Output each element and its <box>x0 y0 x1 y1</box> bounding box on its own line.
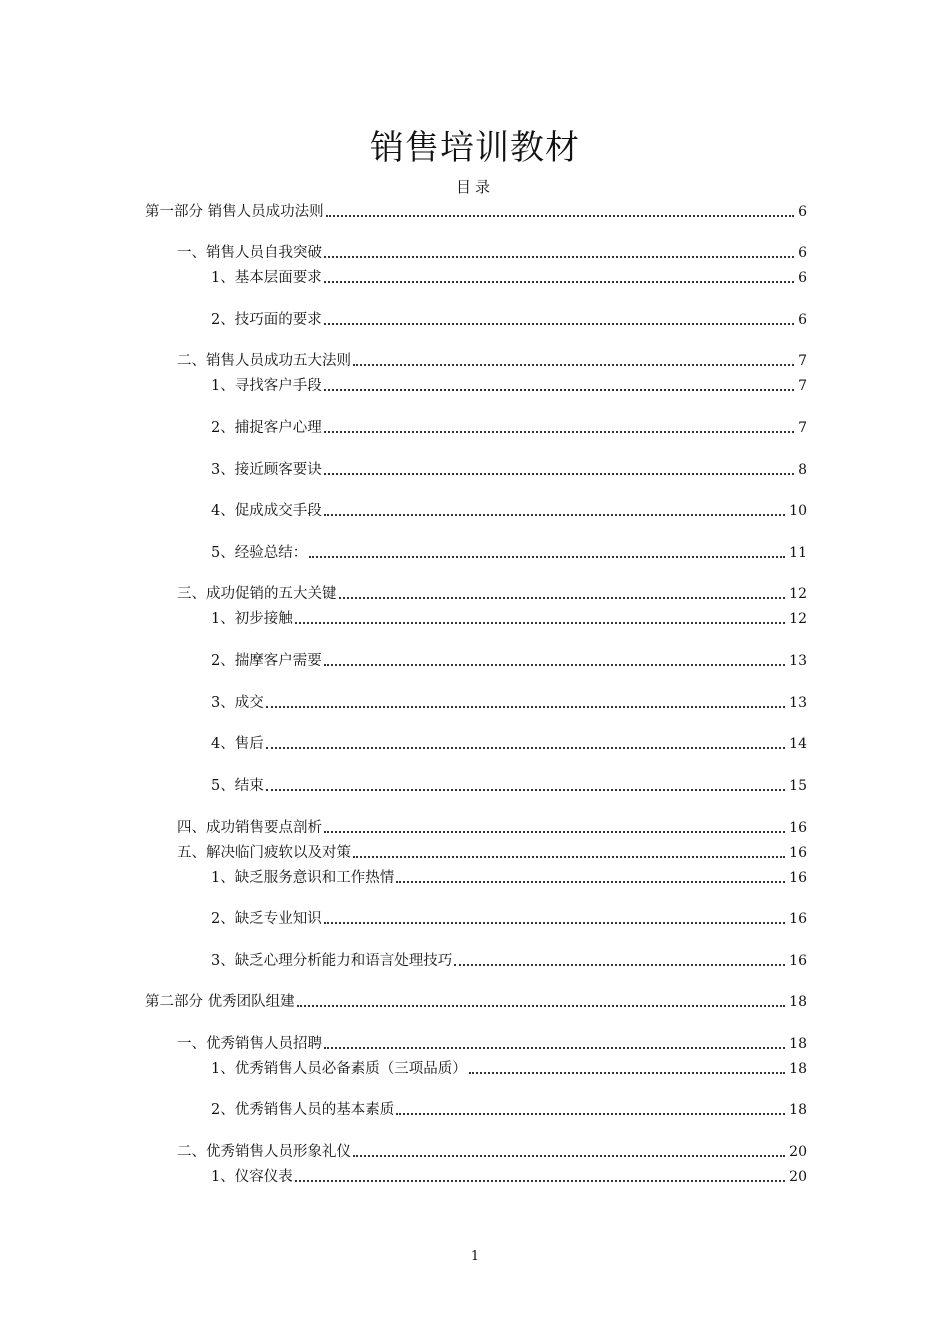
toc-entry-page: 15 <box>789 778 807 794</box>
toc-dot-leader <box>266 747 785 749</box>
toc-entry-page: 6 <box>798 270 807 286</box>
page-number: 1 <box>470 1249 480 1264</box>
toc-entry[interactable] <box>211 418 807 438</box>
toc-entry[interactable] <box>211 376 807 396</box>
toc-entry-page: 12 <box>789 611 807 627</box>
toc-dot-leader <box>324 1047 785 1049</box>
toc-entry-page: 6 <box>798 312 807 328</box>
toc-entry-title: 2、捕捉客户心理 <box>211 420 322 436</box>
toc-entry-page: 6 <box>798 245 807 261</box>
toc-entry-title: 三、成功促销的五大关键 <box>177 586 337 602</box>
toc-entry[interactable] <box>211 734 807 754</box>
toc-entry[interactable] <box>177 243 807 263</box>
toc-entry-page: 20 <box>789 1144 807 1160</box>
toc-entry-title: 2、揣摩客户需要 <box>211 653 322 669</box>
toc-entry[interactable] <box>177 818 807 838</box>
toc-entry-title: 5、经验总结： <box>211 545 308 561</box>
toc-entry[interactable] <box>177 1142 807 1162</box>
toc-dot-leader <box>324 831 785 833</box>
toc-entry-page: 16 <box>789 953 807 969</box>
toc-entry-title: 四、成功销售要点剖析 <box>177 820 322 836</box>
toc-dot-leader <box>297 1005 786 1007</box>
toc-dot-leader <box>396 1113 785 1115</box>
toc-entry-page: 18 <box>789 994 807 1010</box>
toc-dot-leader <box>324 922 785 924</box>
toc-entry-page: 13 <box>789 653 807 669</box>
toc-dot-leader <box>324 664 785 666</box>
toc-entry-title: 第二部分 优秀团队组建 <box>145 994 295 1010</box>
toc-entry-title: 5、结束 <box>211 778 264 794</box>
toc-dot-leader <box>353 1155 785 1157</box>
toc-entry-page: 12 <box>789 586 807 602</box>
toc-entry-page: 7 <box>798 420 807 436</box>
toc-entry[interactable] <box>177 351 807 371</box>
toc-dot-leader <box>324 514 785 516</box>
toc-dot-leader <box>295 622 785 624</box>
toc-entry-page: 7 <box>798 353 807 369</box>
toc-entry-title: 二、优秀销售人员形象礼仪 <box>177 1144 351 1160</box>
toc-entry-title: 2、优秀销售人员的基本素质 <box>211 1102 395 1118</box>
toc-entry-page: 18 <box>789 1036 807 1052</box>
toc-entry[interactable] <box>211 1167 807 1187</box>
toc-entry[interactable] <box>211 951 807 971</box>
toc-entry-title: 二、销售人员成功五大法则 <box>177 353 351 369</box>
toc-entry-title: 3、成交 <box>211 695 264 711</box>
toc-dot-leader <box>295 1180 785 1182</box>
toc-entry[interactable] <box>177 843 807 863</box>
toc-entry[interactable] <box>211 310 807 330</box>
toc-entry[interactable] <box>211 909 807 929</box>
toc-entry-page: 7 <box>798 378 807 394</box>
toc-entry[interactable] <box>211 868 807 888</box>
toc-entry-page: 16 <box>789 820 807 836</box>
toc-entry-title: 2、技巧面的要求 <box>211 312 322 328</box>
toc-dot-leader <box>454 964 785 966</box>
toc-entry-page: 16 <box>789 845 807 861</box>
toc-entry[interactable] <box>211 268 807 288</box>
toc-entry-page: 18 <box>789 1102 807 1118</box>
toc-entry[interactable] <box>211 1059 807 1079</box>
toc-entry-page: 10 <box>789 503 807 519</box>
toc-entry-page: 11 <box>789 545 807 561</box>
toc-dot-leader <box>266 789 785 791</box>
toc-dot-leader <box>266 706 785 708</box>
toc-entry-title: 4、促成成交手段 <box>211 503 322 519</box>
toc-entry-page: 16 <box>789 911 807 927</box>
toc-entry-page: 13 <box>789 695 807 711</box>
toc-entry-title: 1、仪容仪表 <box>211 1169 293 1185</box>
toc-dot-leader <box>324 281 794 283</box>
toc-entry-title: 一、销售人员自我突破 <box>177 245 322 261</box>
toc-entry[interactable] <box>145 202 807 222</box>
toc-entry-title: 4、售后 <box>211 736 264 752</box>
toc-dot-leader <box>353 856 785 858</box>
toc-entry-title: 第一部分 销售人员成功法则 <box>145 204 324 220</box>
toc-entry[interactable] <box>211 1100 807 1120</box>
toc-entry[interactable] <box>211 651 807 671</box>
toc-dot-leader <box>324 389 794 391</box>
toc-dot-leader <box>353 364 794 366</box>
toc-entry[interactable] <box>211 609 807 629</box>
toc-heading: 目录 <box>455 178 494 196</box>
toc-entry-title: 一、优秀销售人员招聘 <box>177 1036 322 1052</box>
toc-entry-page: 6 <box>798 204 807 220</box>
toc-entry[interactable] <box>177 584 807 604</box>
toc-entry-page: 20 <box>789 1169 807 1185</box>
toc-dot-leader <box>469 1072 785 1074</box>
toc-entry-title: 1、基本层面要求 <box>211 270 322 286</box>
toc-entry-page: 8 <box>798 462 807 478</box>
toc-entry[interactable] <box>177 1034 807 1054</box>
toc-dot-leader <box>324 256 794 258</box>
toc-dot-leader <box>324 323 794 325</box>
toc-entry-page: 16 <box>789 870 807 886</box>
toc-entry[interactable] <box>211 460 807 480</box>
toc-entry-title: 3、接近顾客要诀 <box>211 462 322 478</box>
document-title: 销售培训教材 <box>370 128 580 168</box>
toc-entry[interactable] <box>211 776 807 796</box>
toc-entry-title: 1、缺乏服务意识和工作热情 <box>211 870 395 886</box>
toc-entry-title: 3、缺乏心理分析能力和语言处理技巧 <box>211 953 453 969</box>
toc-dot-leader <box>309 556 785 558</box>
toc-dot-leader <box>326 215 794 217</box>
toc-entry[interactable] <box>145 992 807 1012</box>
toc-entry-title: 五、解决临门疲软以及对策 <box>177 845 351 861</box>
toc-entry-title: 1、初步接触 <box>211 611 293 627</box>
toc-dot-leader <box>396 881 785 883</box>
toc-entry-page: 14 <box>789 736 807 752</box>
toc-entry[interactable] <box>211 501 807 521</box>
toc-entry[interactable] <box>211 693 807 713</box>
toc-dot-leader <box>339 597 786 599</box>
toc-entry-title: 2、缺乏专业知识 <box>211 911 322 927</box>
toc-entry-title: 1、优秀销售人员必备素质（三项品质） <box>211 1061 467 1077</box>
toc-entry[interactable] <box>211 543 807 563</box>
toc-dot-leader <box>324 473 794 475</box>
toc-entry-page: 18 <box>789 1061 807 1077</box>
toc-entry-title: 1、寻找客户手段 <box>211 378 322 394</box>
toc-dot-leader <box>324 431 794 433</box>
